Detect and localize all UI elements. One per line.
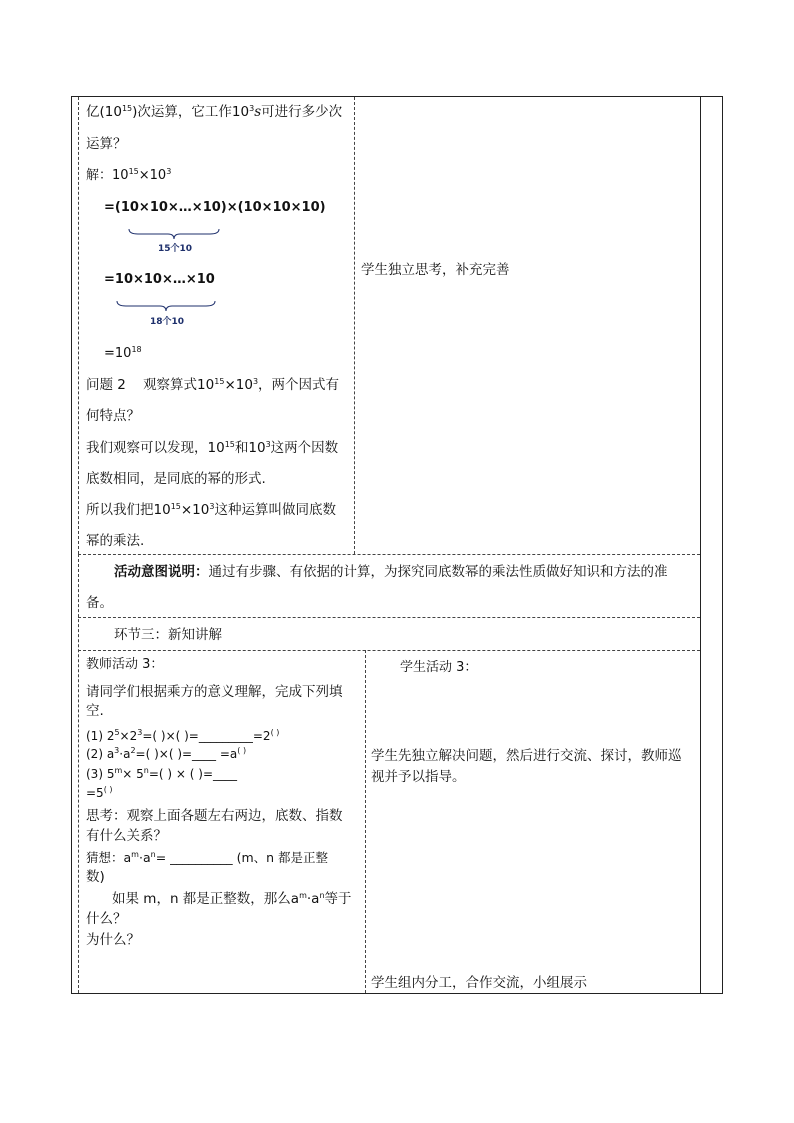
observation-line-1: 我们观察可以发现，$10^{15}$和$10^3$这两个因数: [86, 440, 339, 456]
if-line-2: 什么？: [86, 911, 127, 927]
conclusion-line-1: 所以我们把$10^{15}\times 10^3$这种运算叫做同底数: [86, 502, 336, 518]
exercise-3-line-2: =5( ): [86, 785, 113, 800]
observation-line-2: 底数相同，是同底的幂的形式.: [86, 471, 266, 487]
question-2-line-2: 何特点？: [86, 408, 140, 424]
student-text-line-2: 视并予以指导。: [371, 769, 466, 785]
student-response-top: 学生独立思考，补充完善: [361, 262, 510, 278]
teacher-intro-line-2: 空.: [86, 703, 104, 719]
section-3-title: 环节三：新知讲解: [114, 627, 222, 643]
brace-1-label: 15个10: [158, 244, 193, 254]
problem-line-1: 亿$(10^{15})$次运算，它工作$10^3s$可进行多少次: [86, 104, 343, 120]
exercise-3: (3) $5^m\times 5^n=$( ) × ( )=____: [86, 766, 237, 781]
why-line: 为什么？: [86, 932, 140, 948]
problem-line-2: 运算？: [86, 136, 127, 152]
conclusion-line-2: 幂的乘法.: [86, 533, 145, 549]
think-line-1: 思考：观察上面各题左右两边，底数、指数: [86, 808, 343, 824]
teacher-intro-line-1: 请同学们根据乘方的意义理解，完成下列填: [86, 684, 343, 700]
intent-line-1: 活动意图说明：通过有步骤、有依据的计算，为探究同底数幂的乘法性质做好知识和方法的准: [114, 564, 668, 580]
intent-line-2: 备。: [86, 595, 113, 611]
question-2: 问题 2 观察算式$10^{15}\times 10^3$，两个因式有: [86, 377, 340, 393]
think-line-2: 有什么关系？: [86, 828, 167, 844]
teacher-activity-title: 教师活动 3：: [86, 657, 164, 672]
solution-step-2: =10×10×…×10: [104, 272, 215, 287]
student-activity-title: 学生活动 3：: [400, 660, 478, 675]
if-line-1: 如果 m，n 都是正整数，那么$a^m\cdot a^n$等于: [112, 891, 352, 907]
brace-2-label: 18个10: [150, 317, 185, 327]
student-text-line-3: 学生组内分工，合作交流，小组展示: [371, 975, 587, 991]
brace-2: [116, 300, 216, 312]
solution-step-3: $=10^{18}$: [104, 345, 142, 361]
guess-line-2: 数): [86, 869, 105, 885]
guess-line-1: 猜想：$a^m\cdot a^n=$ __________ (m、n 都是正整: [86, 850, 329, 865]
exercise-1: (1) $2^5\times 2^3=$( )×( )=_________=2( ): [86, 728, 280, 743]
exercise-2: (2) $a^3\cdot a^2=$( )×( )=____ =a( ): [86, 746, 247, 761]
solution-line: 解：$10^{15}\times 10^3$: [86, 167, 172, 183]
brace-1: [128, 228, 220, 240]
solution-step-1: =(10×10×…×10)×(10×10×10): [104, 200, 326, 215]
student-text-line-1: 学生先独立解决问题，然后进行交流、探讨，教师巡: [371, 748, 682, 764]
